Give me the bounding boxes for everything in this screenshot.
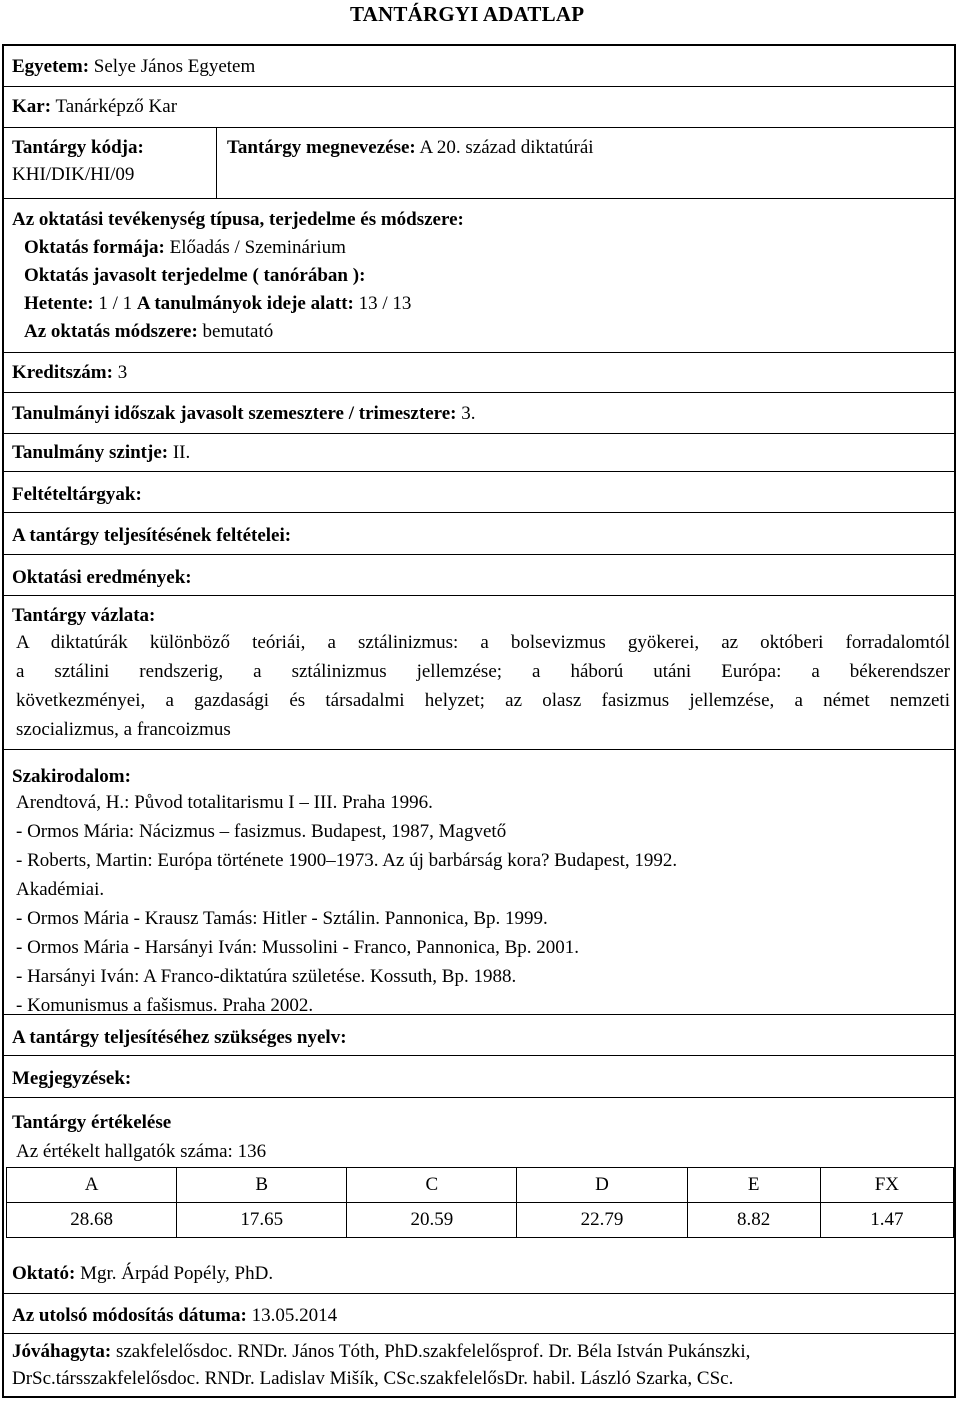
semester-row bbox=[4, 393, 954, 434]
modified-row bbox=[4, 1294, 954, 1334]
document-title: TANTÁRGYI ADATLAP bbox=[350, 2, 585, 26]
course-name-value: A 20. század diktatúrái bbox=[419, 137, 594, 158]
teaching-hours-field bbox=[24, 292, 411, 316]
grade-percentage: 17.65 bbox=[177, 1203, 347, 1238]
level-label: Tanulmány szintje: bbox=[12, 442, 169, 463]
method-label: Az oktatás módszere: bbox=[24, 321, 198, 342]
faculty-field bbox=[12, 95, 177, 119]
course-name-label: Tantárgy megnevezése: bbox=[227, 137, 416, 158]
credits-label: Kreditszám: bbox=[12, 362, 113, 383]
completion-row bbox=[4, 513, 954, 555]
grade-percentage: 22.79 bbox=[517, 1203, 687, 1238]
literature-row bbox=[4, 750, 954, 1015]
grade-percentage: 28.68 bbox=[7, 1203, 177, 1238]
university-row bbox=[4, 46, 954, 87]
literature-item: - Komunismus a fašismus. Praha 2002. bbox=[16, 995, 314, 1016]
literature-item: - Roberts, Martin: Európa története 1900–1973. Az új barbárság kora? Budapest, 1992. bbox=[16, 850, 678, 871]
teacher-value: Mgr. Árpád Popély, PhD. bbox=[80, 1263, 274, 1284]
outline-line: szocializmus, a francoizmus bbox=[16, 719, 231, 740]
prerequisites-label: Feltételtárgyak: bbox=[12, 484, 142, 505]
literature-item: - Ormos Mária - Harsányi Iván: Mussolini - Franco, Pannonica, Bp. 2001. bbox=[16, 937, 580, 958]
credits-row bbox=[4, 353, 954, 393]
literature-item: - Harsányi Iván: A Franco-diktatúra születése. Kossuth, Bp. 1988. bbox=[16, 966, 517, 987]
university-field bbox=[12, 55, 255, 79]
grade-letter: B bbox=[177, 1168, 347, 1203]
level-value: II. bbox=[172, 442, 191, 463]
outline-text bbox=[16, 628, 950, 744]
notes-row bbox=[4, 1056, 954, 1098]
weekly-label: Hetente: bbox=[24, 293, 94, 314]
literature-list bbox=[16, 788, 677, 1020]
faculty-row bbox=[4, 87, 954, 128]
outline-label: Tantárgy vázlata: bbox=[12, 605, 156, 626]
approval-field bbox=[12, 1340, 750, 1364]
outcomes-label: Oktatási eredmények: bbox=[12, 567, 192, 588]
grade-percentage: 1.47 bbox=[820, 1203, 953, 1238]
course-sheet bbox=[2, 44, 956, 1398]
grade-letter: D bbox=[517, 1168, 687, 1203]
teaching-form-label: Oktatás formája: bbox=[24, 237, 165, 258]
outline-line: következményei, a gazdasági és társadalmi helyzet; az olasz fasizmus jellemzése, a német nemzeti bbox=[16, 690, 950, 711]
period-value: 13 / 13 bbox=[358, 293, 412, 314]
modified-label: Az utolsó módosítás dátuma: bbox=[12, 1305, 247, 1326]
evaluation-row bbox=[4, 1098, 954, 1294]
grade-letter: A bbox=[7, 1168, 177, 1203]
course-id-row bbox=[4, 128, 954, 199]
faculty-label: Kar: bbox=[12, 96, 52, 117]
course-code-cell bbox=[4, 128, 217, 198]
teaching-form-field bbox=[24, 236, 346, 260]
period-label: A tanulmányok ideje alatt: bbox=[136, 293, 354, 314]
teaching-row bbox=[4, 199, 954, 353]
evaluated-count: Az értékelt hallgatók száma: 136 bbox=[16, 1141, 267, 1162]
approval-label: Jóváhagyta: bbox=[12, 1341, 112, 1362]
literature-item: Akadémiai. bbox=[16, 879, 105, 900]
approval-line2: DrSc.társszakfelelősdoc. RNDr. Ladislav Mišík, CSc.szakfelelősDr. habil. László Szarka, CSc. bbox=[12, 1368, 734, 1389]
credits-value: 3 bbox=[117, 362, 128, 383]
grades-table bbox=[6, 1167, 954, 1238]
outline-line: A diktatúrák különböző teóriái, a sztálinizmus: a bolsevizmus gyökerei, az októberi forradalomtól bbox=[16, 632, 950, 653]
semester-label: Tanulmányi időszak javasolt szemesztere / trimesztere: bbox=[12, 403, 457, 424]
teaching-scope-label: Oktatás javasolt terjedelme ( tanórában ): bbox=[24, 265, 366, 286]
literature-item: - Ormos Mária: Nácizmus – fasizmus. Budapest, 1987, Magvető bbox=[16, 821, 507, 842]
outline-line: a sztálini rendszerig, a sztálinizmus jellemzése; a háború utáni Európa: a békerendszer bbox=[16, 661, 950, 682]
literature-item: - Ormos Mária - Krausz Tamás: Hitler - Sztálin. Pannonica, Bp. 1999. bbox=[16, 908, 548, 929]
university-label: Egyetem: bbox=[12, 56, 90, 77]
literature-label: Szakirodalom: bbox=[12, 766, 131, 787]
grade-percentage: 20.59 bbox=[347, 1203, 517, 1238]
approval-row bbox=[4, 1334, 954, 1396]
grades-header-row bbox=[7, 1168, 954, 1203]
grade-letter: C bbox=[347, 1168, 517, 1203]
modified-value: 13.05.2014 bbox=[251, 1305, 338, 1326]
outcomes-row bbox=[4, 555, 954, 596]
prerequisites-row bbox=[4, 472, 954, 513]
teaching-method-field bbox=[24, 320, 273, 344]
teaching-form-value: Előadás / Szeminárium bbox=[169, 237, 346, 258]
evaluation-label: Tantárgy értékelése bbox=[12, 1112, 172, 1133]
grade-percentage: 8.82 bbox=[687, 1203, 820, 1238]
outline-row bbox=[4, 596, 954, 750]
teacher-field bbox=[12, 1262, 273, 1286]
grade-letter: E bbox=[687, 1168, 820, 1203]
faculty-value: Tanárképző Kar bbox=[55, 96, 178, 117]
grades-percentage-row bbox=[7, 1203, 954, 1238]
level-field bbox=[12, 441, 190, 465]
literature-item: Arendtová, H.: Původ totalitarismu I – III. Praha 1996. bbox=[16, 792, 433, 813]
course-name-field bbox=[227, 136, 594, 160]
approval-line1: szakfelelősdoc. RNDr. János Tóth, PhD.szakfelelősprof. Dr. Béla István Pukánszki, bbox=[115, 1341, 751, 1362]
course-code-label: Tantárgy kódja: bbox=[12, 137, 144, 158]
method-value: bemutató bbox=[202, 321, 274, 342]
teacher-label: Oktató: bbox=[12, 1263, 76, 1284]
weekly-value: 1 / 1 bbox=[98, 293, 133, 314]
level-row bbox=[4, 434, 954, 472]
completion-label: A tantárgy teljesítésének feltételei: bbox=[12, 525, 292, 546]
semester-value: 3. bbox=[461, 403, 476, 424]
credits-field bbox=[12, 361, 127, 385]
course-code-value: KHI/DIK/HI/09 bbox=[12, 164, 135, 185]
semester-field bbox=[12, 402, 475, 426]
notes-label: Megjegyzések: bbox=[12, 1068, 132, 1089]
language-row bbox=[4, 1015, 954, 1056]
modified-field bbox=[12, 1304, 337, 1328]
university-value: Selye János Egyetem bbox=[93, 56, 256, 77]
teaching-heading: Az oktatási tevékenység típusa, terjedelme és módszere: bbox=[12, 209, 464, 230]
grade-letter: FX bbox=[820, 1168, 953, 1203]
language-label: A tantárgy teljesítéséhez szükséges nyelv: bbox=[12, 1027, 347, 1048]
